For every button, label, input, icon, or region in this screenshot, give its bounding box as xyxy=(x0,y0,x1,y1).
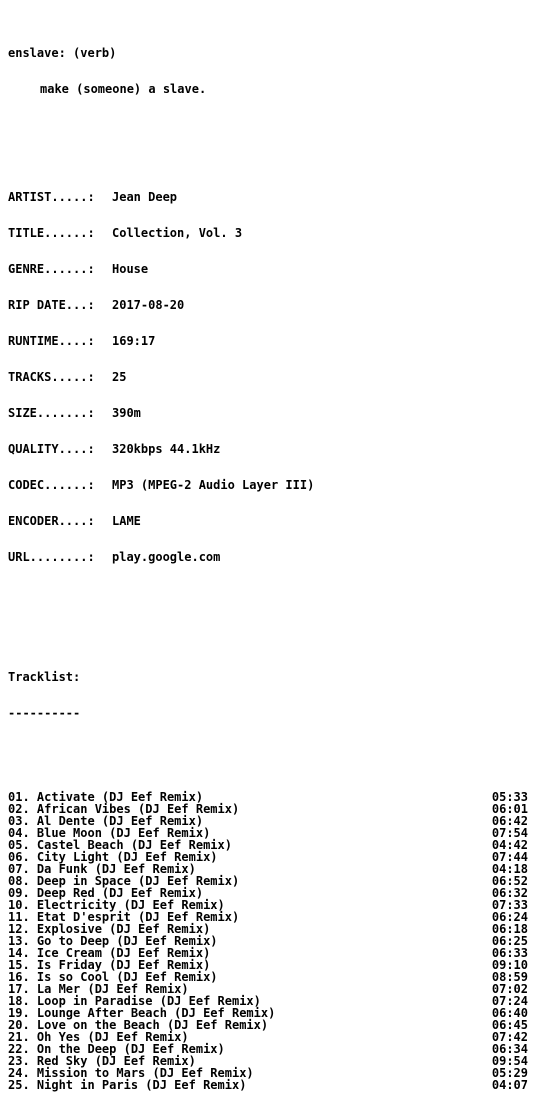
info-value: LAME xyxy=(112,514,141,528)
track-row xyxy=(8,983,528,995)
track-row xyxy=(8,815,528,827)
info-row-artist xyxy=(8,191,528,203)
track-row xyxy=(8,947,528,959)
track-title: 09. Deep Red (DJ Eef Remix) xyxy=(8,886,204,900)
track-title: 15. Is Friday (DJ Eef Remix) xyxy=(8,958,211,972)
track-duration: 04:18 xyxy=(491,862,528,876)
track-duration: 04:07 xyxy=(491,1078,528,1092)
info-row-runtime xyxy=(8,335,528,347)
nfo-document xyxy=(8,23,528,1103)
track-duration: 05:33 xyxy=(491,790,528,804)
track-title: 24. Mission to Mars (DJ Eef Remix) xyxy=(8,1066,254,1080)
info-value: House xyxy=(112,262,149,276)
info-value: 2017-08-20 xyxy=(112,298,185,312)
info-value: 25 xyxy=(112,370,127,384)
track-duration: 08:59 xyxy=(491,970,528,984)
info-value: play.google.com xyxy=(112,550,221,564)
track-row xyxy=(8,1019,528,1031)
info-label: TRACKS.....: xyxy=(8,370,95,384)
track-title: 20. Love on the Beach (DJ Eef Remix) xyxy=(8,1018,269,1032)
track-row xyxy=(8,995,528,1007)
info-value: 390m xyxy=(112,406,141,420)
info-value: MP3 (MPEG-2 Audio Layer III) xyxy=(112,478,315,492)
track-duration: 07:44 xyxy=(491,850,528,864)
track-duration: 06:32 xyxy=(491,886,528,900)
tracklist-underline: ---------- xyxy=(8,706,81,720)
info-label: ARTIST.....: xyxy=(8,190,95,204)
track-row xyxy=(8,899,528,911)
track-row xyxy=(8,803,528,815)
info-row-genre xyxy=(8,263,528,275)
track-row xyxy=(8,971,528,983)
track-duration: 07:02 xyxy=(491,982,528,996)
info-row-title xyxy=(8,227,528,239)
track-title: 08. Deep in Space (DJ Eef Remix) xyxy=(8,874,240,888)
info-label: URL........: xyxy=(8,550,95,564)
track-row xyxy=(8,1043,528,1055)
track-duration: 07:33 xyxy=(491,898,528,912)
track-duration: 09:10 xyxy=(491,958,528,972)
track-row xyxy=(8,875,528,887)
track-title: 22. On the Deep (DJ Eef Remix) xyxy=(8,1042,225,1056)
track-duration: 05:29 xyxy=(491,1066,528,1080)
info-label: RUNTIME....: xyxy=(8,334,95,348)
track-duration: 06:25 xyxy=(491,934,528,948)
track-duration: 06:33 xyxy=(491,946,528,960)
track-duration: 04:42 xyxy=(491,838,528,852)
track-duration: 06:24 xyxy=(491,910,528,924)
track-title: 12. Explosive (DJ Eef Remix) xyxy=(8,922,211,936)
track-row xyxy=(8,935,528,947)
track-row xyxy=(8,827,528,839)
track-title: 03. Al Dente (DJ Eef Remix) xyxy=(8,814,204,828)
info-value: 169:17 xyxy=(112,334,156,348)
track-row xyxy=(8,1079,528,1091)
definition-headword: enslave: (verb) xyxy=(8,46,117,60)
track-duration: 07:24 xyxy=(491,994,528,1008)
track-title: 05. Castel Beach (DJ Eef Remix) xyxy=(8,838,232,852)
track-row xyxy=(8,887,528,899)
track-duration: 07:42 xyxy=(491,1030,528,1044)
track-title: 17. La Mer (DJ Eef Remix) xyxy=(8,982,189,996)
track-title: 13. Go to Deep (DJ Eef Remix) xyxy=(8,934,218,948)
track-row xyxy=(8,923,528,935)
track-row xyxy=(8,1007,528,1019)
track-title: 10. Electricity (DJ Eef Remix) xyxy=(8,898,225,912)
track-duration: 07:54 xyxy=(491,826,528,840)
info-label: CODEC......: xyxy=(8,478,95,492)
track-title: 25. Night in Paris (DJ Eef Remix) xyxy=(8,1078,247,1092)
info-label: ENCODER....: xyxy=(8,514,95,528)
info-row-rip-date xyxy=(8,299,528,311)
info-row-size xyxy=(8,407,528,419)
info-row-tracks xyxy=(8,371,528,383)
track-row xyxy=(8,791,528,803)
track-title: 19. Lounge After Beach (DJ Eef Remix) xyxy=(8,1006,276,1020)
track-title: 04. Blue Moon (DJ Eef Remix) xyxy=(8,826,211,840)
track-title: 14. Ice Cream (DJ Eef Remix) xyxy=(8,946,211,960)
track-duration: 06:42 xyxy=(491,814,528,828)
info-row-quality xyxy=(8,443,528,455)
spacer xyxy=(8,119,528,131)
track-title: 02. African Vibes (DJ Eef Remix) xyxy=(8,802,240,816)
track-title: 07. Da Funk (DJ Eef Remix) xyxy=(8,862,196,876)
info-label: GENRE......: xyxy=(8,262,95,276)
track-row xyxy=(8,911,528,923)
info-row-url xyxy=(8,551,528,563)
track-duration: 06:01 xyxy=(491,802,528,816)
track-title: 23. Red Sky (DJ Eef Remix) xyxy=(8,1054,196,1068)
track-duration: 06:52 xyxy=(491,874,528,888)
track-row xyxy=(8,1067,528,1079)
track-duration: 06:40 xyxy=(491,1006,528,1020)
info-label: RIP DATE...: xyxy=(8,298,95,312)
spacer xyxy=(8,743,528,755)
track-row xyxy=(8,959,528,971)
spacer xyxy=(8,623,528,635)
info-row-encoder xyxy=(8,515,528,527)
info-row-codec xyxy=(8,479,528,491)
info-value: 320kbps 44.1kHz xyxy=(112,442,221,456)
track-row xyxy=(8,863,528,875)
info-value: Jean Deep xyxy=(112,190,178,204)
tracklist-heading: Tracklist: xyxy=(8,670,81,684)
track-row xyxy=(8,1031,528,1043)
track-duration: 06:45 xyxy=(491,1018,528,1032)
track-title: 21. Oh Yes (DJ Eef Remix) xyxy=(8,1030,189,1044)
definition-meaning: make (someone) a slave. xyxy=(40,82,207,96)
track-duration: 06:34 xyxy=(491,1042,528,1056)
track-title: 06. City Light (DJ Eef Remix) xyxy=(8,850,218,864)
track-duration: 09:54 xyxy=(491,1054,528,1068)
track-duration: 06:18 xyxy=(491,922,528,936)
track-row xyxy=(8,839,528,851)
info-label: TITLE......: xyxy=(8,226,95,240)
info-label: SIZE.......: xyxy=(8,406,95,420)
track-title: 01. Activate (DJ Eef Remix) xyxy=(8,790,204,804)
info-value: Collection, Vol. 3 xyxy=(112,226,243,240)
info-block xyxy=(8,167,528,587)
track-title: 16. Is so Cool (DJ Eef Remix) xyxy=(8,970,218,984)
track-row xyxy=(8,1055,528,1067)
track-title: 11. Etat D'esprit (DJ Eef Remix) xyxy=(8,910,240,924)
tracklist xyxy=(8,791,528,1091)
info-label: QUALITY....: xyxy=(8,442,95,456)
track-row xyxy=(8,851,528,863)
track-title: 18. Loop in Paradise (DJ Eef Remix) xyxy=(8,994,261,1008)
